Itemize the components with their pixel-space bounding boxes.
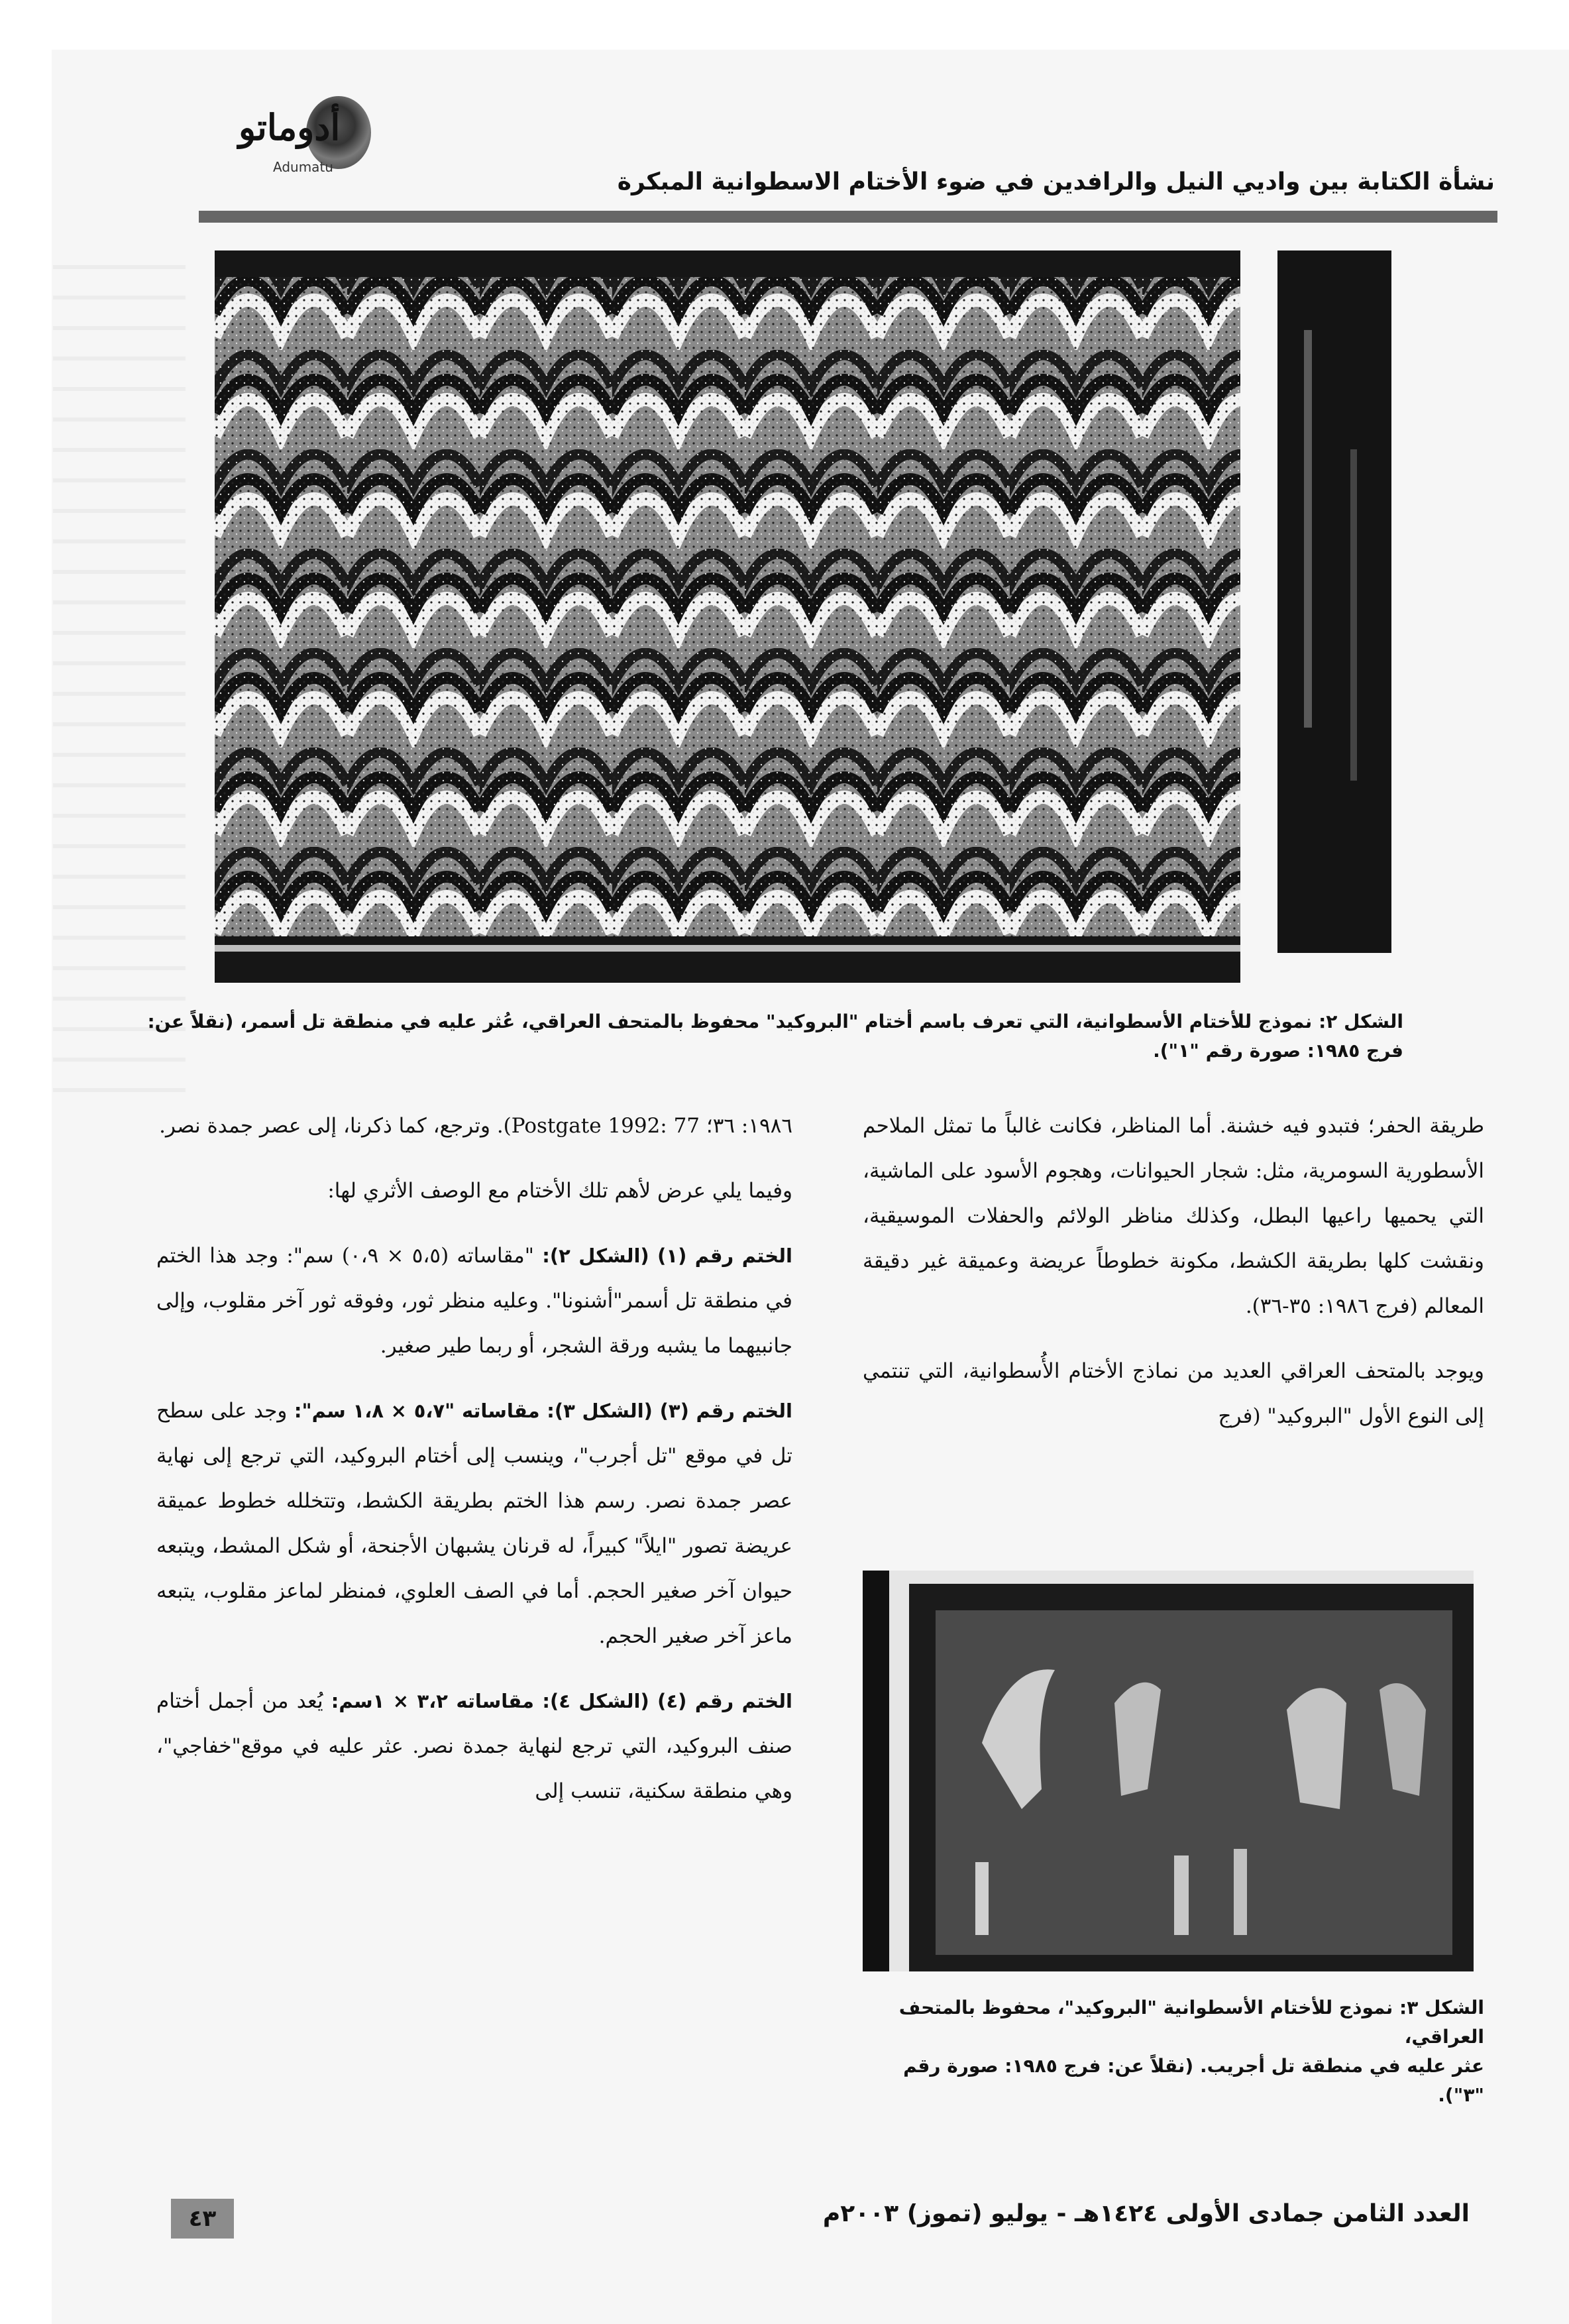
right-column-paragraph-1: طريقة الحفر؛ فتبدو فيه خشنة. أما المناظر، فكانت غالباً ما تمثل الملاحم الأسطورية السومرية، مثل: شجار الحيوانات، وهجوم الأسود على الماشية، التي يحميها راعيها البطل، وكذلك مناظر الولائم والحفلات الموسيقية، ونقشت كلها بطريقة الكشط، مكونة خطوطاً عريضة وعميقة غير دقيقة المعالم (فرج ١٩٨٦: ٣٥-٣٦).	[863, 1114, 1484, 1318]
left-column-paragraph-1: ١٩٨٦: ٣٦؛ Postgate 1992: 77). وترجع، كما ذكرنا، إلى عصر جمدة نصر.	[159, 1114, 792, 1138]
seal-1-heading: الختم رقم (١) (الشكل ٢):	[542, 1245, 793, 1267]
right-column-paragraph-2: ويوجد بالمتحف العراقي العديد من نماذج الأختام الأُسطوانية، التي تنتمي إلى النوع الأول "البروكيد" (فرج	[863, 1359, 1484, 1428]
footer-issue-info: العدد الثامن جمادى الأولى ١٤٢٤هـ - يوليو (تموز) ٢٠٠٣م	[822, 2200, 1470, 2227]
seal-3-heading: الختم رقم (٣) (الشكل ٣): مقاساته "٥،٧ × ١،٨ سم":	[294, 1400, 792, 1422]
figure-2-caption-line-2: فرج ١٩٨٥: صورة رقم "١").	[1153, 1040, 1403, 1062]
header-rule	[199, 211, 1497, 223]
seal-4-heading: الختم رقم (٤) (الشكل ٤): مقاساته ٣،٢ × ١سم:	[331, 1690, 792, 1712]
seal-1-entry	[156, 1233, 792, 1368]
figure-3-caption	[861, 1993, 1484, 2110]
figure-2-caption-line-1: الشكل ٢: نموذج للأختام الأسطوانية، التي تعرف باسم أختام "البروكيد" محفوظ بالمتحف العراقي، عُثر عليه في منطقة تل أسمر، (نقلاً عن:	[147, 1011, 1403, 1032]
figure-2-seal-impression	[215, 250, 1240, 983]
show-through-left	[53, 239, 186, 1100]
running-header-title: نشأة الكتابة بين واديي النيل والرافدين في ضوء الأختام الاسطوانية المبكرة	[617, 168, 1495, 195]
logo-arabic-text: أدوماتو	[239, 106, 341, 148]
left-column	[156, 1103, 792, 1834]
seal-1-description: "مقاساته (٥،٥ × ٠،٩) سم": وجد هذا الختم في منطقة تل أسمر"أشنونا". وعليه منظر ثور، وفوقه ثور آخر مقلوب، وإلى جانبيهما ما يشبه ورقة الشجر، أو ربما طير صغير.	[156, 1244, 792, 1358]
figure-2-caption	[131, 1007, 1403, 1066]
seal-4-description: يُعد من أجمل أختام صنف البروكيد، التي ترجع لنهاية جمدة نصر. عثر عليه في موقع"خفاجي"، وهي منطقة سكنية، تنسب إلى	[156, 1689, 792, 1803]
page-number: ٤٣	[188, 2205, 217, 2232]
seal-3-entry	[156, 1388, 792, 1659]
seal-3-description: وجد على سطح تل في موقع "تل أجرب"، وينسب إلى أختام البروكيد، التي ترجع إلى نهاية عصر جمدة نصر. رسم هذا الختم بطريقة الكشط، وتتخلله خطوط عميقة عريضة تصور "ايلاً" كبيراً، له قرنان يشبهان الأجنحة، أو شكل المشط، ويتبعه حيوان آخر صغير الحجم. أما في الصف العلوي، فمنظر لماعز مقلوب، يتبعه ماعز آخر صغير الحجم.	[156, 1399, 792, 1648]
left-column-paragraph-2: وفيما يلي عرض لأهم تلك الأختام مع الوصف الأثري لها:	[327, 1179, 792, 1203]
figure-3-seal-photo	[863, 1571, 1474, 1971]
figure-3-caption-line-1: الشكل ٣: نموذج للأختام الأسطوانية "البروكيد"، محفوظ بالمتحف العراقي،	[898, 1997, 1484, 2048]
figure-2-seal-side-strip	[1277, 250, 1391, 953]
figure-3-caption-line-2: عثر عليه في منطقة تل أجريب. (نقلاً عن: فرج ١٩٨٥: صورة رقم "٣").	[903, 2055, 1484, 2106]
logo-latin-text: Adumatu	[273, 159, 333, 175]
page-number-box	[171, 2199, 234, 2239]
right-column	[863, 1103, 1484, 1459]
seal-4-entry	[156, 1679, 792, 1814]
